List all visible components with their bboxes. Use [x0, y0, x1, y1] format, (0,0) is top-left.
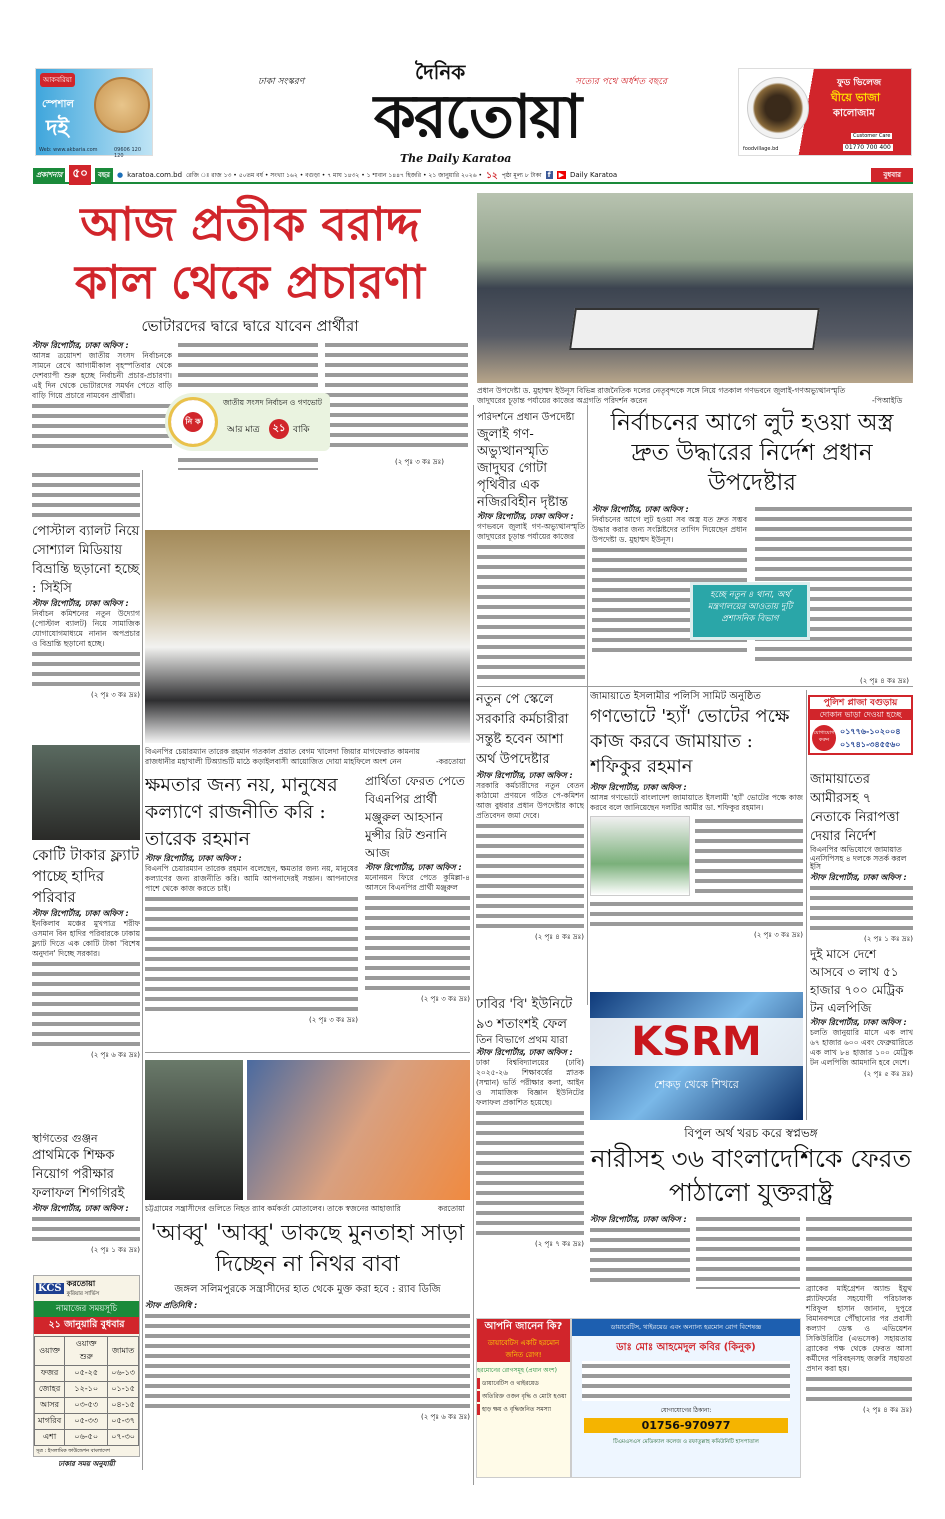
- deport-headline[interactable]: নারীসহ ৩৬ বাংলাদেশিকে ফেরত পাঠালো যুক্তরাষ্ট্র: [590, 1144, 912, 1207]
- ad-product-line2: দই: [46, 116, 70, 141]
- jamaat-headline[interactable]: গণভোটে 'হ্যাঁ' ভোটের পক্ষে কাজ করবে জামায়াত : শফিকুর রহমান: [590, 706, 790, 777]
- prayer-cell: ওয়াক্ত: [35, 1337, 65, 1366]
- prayer-cell: ০৬-১৩: [108, 1366, 139, 1382]
- jump[interactable]: (২ পৃঃ ৭ কঃ দ্রঃ): [535, 1239, 584, 1248]
- deport-col2: [696, 1214, 800, 1289]
- lead-text: সরকারি কর্মচারীদের নতুন বেতন কাঠামো প্রণয়নে গঠিত পে-কমিশন আজ বুধবার প্রধান উপদেষ্টার কাছে প্রতিবেদন জমা দেবে।: [476, 781, 584, 820]
- security-headline[interactable]: জামায়াতের আমীরসহ ৭ নেতাকে নিরাপত্তা দেয়ার নির্দেশ: [810, 772, 900, 844]
- security-subhead: বিএনপির অভিযোগে জামায়াত এনসিপিসহ ৪ দলকে সতর্ক করল ইসি: [810, 845, 907, 872]
- byline: স্টাফ রিপোর্টার, ঢাকা অফিস :: [476, 1047, 573, 1057]
- rab-subhead: জঙ্গল সলিমপুরকে সন্ত্রাসীদের হাত থেকে মুক্ত করা হবে : র‍্যাব ডিজি: [174, 1284, 441, 1295]
- lead-jump[interactable]: (২ পৃঃ ৩ কঃ দ্রঃ): [395, 458, 444, 466]
- deport-kicker: বিপুল অর্থ খরচ করে স্বপ্নভঙ্গ: [684, 1126, 818, 1140]
- social-handle[interactable]: Daily Karatoa: [570, 171, 618, 179]
- prayer-times-box: [33, 1275, 140, 1468]
- payscale-headline[interactable]: নতুন পে স্কেলে সরকারি কর্মচারীরা সন্তুষ্ট হবেন আশা অর্থ উপদেষ্টার: [476, 692, 569, 767]
- lead-text: মনোনয়ন ফিরে পেতে কুমিল্লা-৪ আসনে বিএনপির প্রার্থী মঞ্জুরুল: [365, 873, 470, 892]
- prayer-row: [35, 1382, 139, 1398]
- prayer-cell: ০৫-২৫: [65, 1366, 108, 1382]
- prayer-row: [35, 1430, 139, 1446]
- payscale-story: [476, 690, 584, 988]
- byline: স্টাফ রিপোর্টার, ঢাকা অফিস :: [590, 1215, 687, 1224]
- ad-fb-page: foodvillage.bd: [743, 146, 779, 152]
- prayer-cell: ১২-১০: [65, 1382, 108, 1398]
- election-countdown: [165, 393, 330, 451]
- munir-headline[interactable]: প্রার্থিতা ফেরত পেতে বিএনপির প্রার্থী মঞ্জুরুল আহসান মুন্সীর রিট শুনানি আজ: [365, 774, 465, 860]
- lead-headline-line2[interactable]: কাল থেকে প্রচারণা: [75, 255, 425, 309]
- ad-line1: ফুড ভিলেজ: [837, 78, 881, 88]
- kcs-logo: KCS: [38, 1283, 62, 1294]
- kicker: পরিদর্শনে প্রধান উপদেষ্টা: [477, 412, 575, 423]
- kalojam-image: [747, 77, 809, 139]
- countdown-pre: আর মাত্র: [227, 425, 260, 435]
- byline: স্টাফ রিপোর্টার, ঢাকা অফিস :: [32, 341, 129, 350]
- countdown-title: জাতীয় সংসদ নির্বাচন ও গণভোট: [223, 398, 323, 407]
- deport-col3: [806, 1214, 912, 1416]
- column-rule: [806, 690, 807, 1120]
- lead-body-col3: [325, 340, 468, 450]
- prayer-row: [35, 1366, 139, 1382]
- ad-line3: কালোজাম: [833, 108, 875, 119]
- prayer-cell: ০৫-৩৩: [65, 1414, 108, 1430]
- masthead-logo[interactable]: করতোয়া: [373, 82, 581, 152]
- arms-body-wrap: [592, 504, 912, 674]
- youtube-icon[interactable]: ▶: [558, 171, 565, 179]
- jamaat-kicker: জামায়াতে ইসলামীর পলিসি সামিট অনুষ্ঠিত: [590, 691, 761, 702]
- jamaat-body: [590, 782, 803, 941]
- jump[interactable]: (২ পৃঃ ১ কঃ দ্রঃ): [91, 1245, 140, 1254]
- ad-footer: টিএমএসএস মেডিক্যাল কলেজ ও রফাতুল্লাহ কমিউনিটি হাসপাতাল: [613, 1439, 759, 1445]
- kicker: স্থগিতের গুঞ্জন: [32, 1133, 98, 1145]
- byline: স্টাফ রিপোর্টার, ঢাকা অফিস :: [592, 505, 689, 514]
- jump[interactable]: (২ পৃঃ ৪ কঃ দ্রঃ): [535, 933, 584, 941]
- museum-photo-caption: প্রধান উপদেষ্টা ড. মুহাম্মদ ইউনূস বিভিন্ন রাজনৈতিক দলের নেতৃবৃন্দকে সঙ্গে নিয়ে গতকাল গণভবনে জুলাই-গণঅভ্যুত্থানস্মৃতি জাদুঘরের চূড়ান্ত পর্যায়ের কাজের অগ্রগতি পরিদর্শন করেন: [477, 386, 846, 405]
- police-plaza-ad[interactable]: [808, 695, 913, 755]
- arms-headline[interactable]: নির্বাচনের আগে লুট হওয়া অস্ত্র দ্রুত উদ্ধারের নির্দেশ প্রধান উপদেষ্টার: [610, 410, 894, 496]
- diabetes-ad[interactable]: [476, 1318, 571, 1478]
- ad-product-line1: স্পেশাল: [42, 99, 74, 110]
- edition-label: ঢাকা সংস্করণ: [258, 77, 305, 87]
- rab-officer-photo: [145, 1060, 243, 1200]
- jump[interactable]: (২ পৃঃ ৩ কঃ দ্রঃ): [309, 1016, 358, 1024]
- postal-story: [32, 522, 140, 740]
- prayer-cell: জোহর: [35, 1382, 65, 1398]
- prayer-cell: ০৩-৫৩: [65, 1398, 108, 1414]
- teacher-headline[interactable]: প্রাথমিকে শিক্ষক নিয়োগ পরীক্ষার ফলাফল শিগগিরই: [32, 1147, 125, 1201]
- arms-highlight-box: হচ্ছে নতুন ৪ থানা, অর্থ মন্ত্রণালয়ের আওতায় দুটি প্রশাসনিক বিভাগ: [690, 582, 810, 640]
- jump[interactable]: (২ পৃঃ ৬ কঃ দ্রঃ): [421, 1413, 470, 1421]
- teacher-story: [32, 1133, 140, 1271]
- byline: স্টাফ রিপোর্টার, ঢাকা অফিস :: [810, 1018, 907, 1027]
- ad-web: Web: www.akbaria.com: [39, 147, 98, 153]
- prayer-row: [35, 1414, 139, 1430]
- jamaat-story: [590, 690, 803, 988]
- ad-subtitle: ডায়াবেটিস একটি হরমোন জনিত রোগ!: [477, 1336, 570, 1362]
- rab-photo-caption: চট্টগ্রামের সন্ত্রাসীদের গুলিতে নিহত র‍্যাব কর্মকর্তা মোতালেব। তাকে স্বজনের আহাজারি: [145, 1204, 401, 1213]
- kcs-sub: কুরিয়ার সার্ভিস: [66, 1291, 100, 1297]
- prayer-note: ঢাকার সময় অনুযায়ী: [58, 1460, 115, 1468]
- byline: স্টাফ রিপোর্টার, ঢাকা অফিস :: [590, 783, 687, 792]
- lead-text: ব্র্যাকের মাইগ্রেশন অ্যান্ড ইয়ুথ প্ল্যাটফর্মের সহযোগী পরিচালক শরিফুল হাসান জানান, দুপুরে বিমানবন্দরে পৌঁছানোর পর প্রবাসী কল্যাণ ডেস্ক ও এভিয়েশন সিকিউরিটির (এভসেক) সহায়তায় ব্র্যাকের পক্ষ থেকে ফেরত আসা কর্মীদের পরিবহনসহ জরুরি সহায়তা প্রদান করা হয়।: [806, 1284, 912, 1373]
- prayer-cell: ০৪-১৫: [108, 1398, 139, 1414]
- page-count: ১২: [486, 170, 498, 181]
- prayer-cell: ০৭-৩০: [108, 1430, 139, 1446]
- masthead-english: The Daily Karatoa: [400, 152, 512, 165]
- right-ad[interactable]: [738, 68, 912, 156]
- jump[interactable]: (২ পৃঃ ৬ কঃ দ্রঃ): [91, 1051, 140, 1059]
- ad-line2: দোকান ভাড়া দেওয়া হচ্ছে: [810, 709, 911, 720]
- rab-body: [145, 1300, 470, 1423]
- ksrm-tagline: শেকড় থেকে শিখরে: [654, 1078, 739, 1091]
- arms-jump[interactable]: (২ পৃঃ ৪ কঃ দ্রঃ): [860, 677, 909, 685]
- lead-body-col1: [32, 340, 172, 468]
- arms-story: [592, 408, 912, 674]
- column-rule: [473, 405, 474, 1485]
- rab-headline[interactable]: 'আব্বু' 'আব্বু' ডাকছে মুনতাহা সাড়া দিচ্ছেন না নিথর বাবা: [150, 1221, 465, 1277]
- lead-text: আসন্ন ত্রয়োদশ জাতীয় সংসদ নির্বাচনকে সামনে রেখে আগামীকাল বৃহস্পতিবার থেকে দেশব্যাপী শুরু হচ্ছে নির্বাচনী প্রচার-প্রচারণা। এই দিন থেকে ভোটারদের সমর্থন পেতে বাড়ি বাড়ি গিয়ে প্রচারে নামবেন প্রার্থীরা।: [32, 351, 172, 400]
- hadi-portrait: [32, 745, 140, 840]
- row-rule: [145, 1052, 470, 1053]
- prayer-cell: মাগরিব: [35, 1414, 65, 1430]
- years-label: বছর: [95, 168, 113, 182]
- election-commission-logo: নি ক: [168, 397, 218, 447]
- countdown-days: ২১: [269, 419, 289, 439]
- museum-story: [477, 412, 585, 680]
- du-story: [476, 995, 584, 1307]
- jump[interactable]: (২ পৃঃ ৩ কঃ দ্রঃ): [421, 995, 470, 1003]
- byline: স্টাফ রিপোর্টার, ঢাকা অফিস :: [32, 599, 129, 608]
- byline: স্টাফ রিপোর্টার, ঢাকা অফিস :: [810, 872, 907, 882]
- tarique-headline[interactable]: ক্ষমতার জন্য নয়, মানুষের কল্যাণে রাজনীতি করি : তারেক রহমান: [145, 774, 338, 850]
- lead-body-col2: [178, 340, 318, 390]
- info-bar: [33, 168, 913, 184]
- ksrm-ad[interactable]: [590, 992, 803, 1120]
- since-label: প্রকাশনার: [33, 168, 65, 182]
- byline: স্টাফ রিপোর্টার, ঢাকা অফিস :: [145, 854, 242, 863]
- doctor-ad[interactable]: [571, 1318, 801, 1478]
- du-headline[interactable]: ঢাবির 'বি' ইউনিটে ৯৩ শতাংশই ফেল: [476, 997, 573, 1032]
- ad-care-label: Customer Care: [853, 133, 891, 139]
- hadi-headline[interactable]: কোটি টাকার ফ্ল্যাট পাচ্ছে হাদির পরিবার: [32, 846, 140, 906]
- masthead-top: দৈনিক: [415, 60, 466, 84]
- ad-list-item: অতিরিক্ত ওজন বৃদ্ধি ও মোটা হওয়া: [477, 1391, 570, 1402]
- prayer-cell: আসর: [35, 1398, 65, 1414]
- contact-label: যোগাযোগের ঠিকানা:: [660, 1407, 712, 1414]
- ad-brand: আকবরিয়া: [40, 73, 75, 87]
- prayer-table: [34, 1336, 139, 1446]
- ad-title: আপনি জানেন কি?: [477, 1319, 570, 1336]
- ad-phone2: ০১৭৪১-৩৪৫৫৬০: [840, 740, 901, 749]
- jump[interactable]: (২ পৃঃ ৪ কঃ দ্রঃ): [863, 1406, 912, 1414]
- ad-line1: পুলিশ প্লাজা বগুড়ায়: [823, 698, 898, 708]
- lead-text: গণভবনে জুলাই গণ-অভ্যুত্থানস্মৃতি জাদুঘরের চূড়ান্ত পর্যায়ের কাজের: [477, 521, 585, 541]
- issue-details: রেজি ঃ রাজ ১৩ • ৫০তম বর্ষ • সংখ্যা ১৬২ • বগুড়া • ৭ মাঘ ১৪৩২ • ১ শাবান ১৪৪৭ হিজরি • ২১ জানুয়ারি ২০২৬ •: [186, 171, 483, 179]
- jump[interactable]: (২ পৃঃ ৩ কঃ দ্রঃ): [754, 931, 803, 939]
- weekday-badge: বুধবার: [871, 168, 913, 182]
- jump[interactable]: (২ পৃঃ ১ কঃ দ্রঃ): [864, 934, 913, 942]
- lead-headline-line1[interactable]: আজ প্রতীক বরাদ্দ: [80, 197, 420, 251]
- ad-care-phone: 01770 700 400: [845, 144, 891, 151]
- ad-list-title: হরমোনের রোগসমূহ (প্রধান অংশ): [477, 1367, 557, 1374]
- tarique-story: [145, 772, 358, 1044]
- du-subhead: তিন বিভাগে প্রথম যারা: [476, 1035, 568, 1046]
- slogan: সত্যের পথে অর্ধশত বছরে: [575, 77, 667, 87]
- prayer-cell: জামাত: [108, 1337, 139, 1366]
- museum-headline[interactable]: জুলাই গণ-অভ্যুত্থানস্মৃতি জাদুঘর গোটা পৃথিবীর এক নজিরবিহীন দৃষ্টান্ত: [477, 426, 569, 510]
- website-link[interactable]: karatoa.com.bd: [127, 171, 183, 179]
- column-rule: [142, 470, 143, 1470]
- ad-phone1: ০১৭৭৬-১০২০০৪: [840, 727, 901, 736]
- byline: স্টাফ রিপোর্টার, ঢাকা অফিস :: [477, 511, 574, 521]
- lead-text: ঢাকা বিশ্ববিদ্যালয়ের (ঢাবি) ২০২৫-২৬ শিক্ষাবর্ষের স্নাতক (সম্মান) ভর্তি পরীক্ষার কলা, আইন ও সামাজিক বিজ্ঞান ইউনিটের ফলাফল প্রকাশিত হয়েছে।: [476, 1057, 584, 1107]
- prayer-cell: ওয়াক্ত শুরু: [65, 1337, 108, 1366]
- prayer-source: সূত্র : ইসলামিক ফাউন্ডেশন বাংলাদেশ: [36, 1448, 110, 1454]
- rab-story: [145, 1218, 470, 1458]
- doctor-name: ডাঃ মোঃ আহমেদুল কবির (কিনুক): [616, 1342, 756, 1353]
- lpg-story: [810, 945, 913, 1125]
- photo-credit: -করতোয়া: [436, 757, 466, 766]
- prayer-header-row: [35, 1337, 139, 1366]
- lead-body-col2b: [178, 455, 318, 470]
- ad-phone: 09606 120 120: [114, 147, 142, 159]
- byline: স্টাফ রিপোর্টার, ঢাকা অফিস :: [476, 771, 573, 780]
- mourning-photo: [247, 1060, 470, 1200]
- photo-credit: -পিআইডি: [872, 396, 903, 405]
- jump[interactable]: (২ পৃঃ ৫ কঃ দ্রঃ): [864, 1070, 913, 1078]
- prayer-row: [35, 1398, 139, 1414]
- munir-story: [365, 772, 470, 1044]
- memorial-plaque: [569, 308, 820, 350]
- ad-banner: ডায়াবেটিস, থাইরয়েড এবং অন্যান্য হরমোন রোগ বিশেষজ্ঞ: [572, 1319, 800, 1336]
- byline: স্টাফ রিপোর্টার, ঢাকা অফিস :: [365, 863, 462, 872]
- bnp-photo-caption: বিএনপির চেয়ারম্যান তারেক রহমান গতকাল প্রয়াত বেগম খালেদা জিয়ার মাগফেরাত কামনায় রাজধানীর মহাখালী টিঅ্যান্ডটি মাঠে কড়াইলবাসী আয়োজিত দোয়া মাহফিলে অংশ নেন: [145, 747, 420, 766]
- postal-headline[interactable]: পোস্টাল ব্যালট নিয়ে সোশ্যাল মিডিয়ায় বিভ্রান্তি ছড়ানো হচ্ছে : সিইসি: [32, 524, 140, 596]
- globe-icon: ●: [116, 171, 124, 179]
- facebook-icon[interactable]: f: [547, 171, 551, 179]
- ad-list-item: হাড় ক্ষয় ও বৃদ্ধিজনিত সমস্যা: [477, 1404, 570, 1415]
- hadi-story: [32, 845, 140, 1130]
- kcs-brand: করতোয়া: [66, 1279, 96, 1288]
- lead-text: বিএনপি চেয়ারম্যান তারেক রহমান বলেছেন, ক্ষমতার জন্য নয়, মানুষের কল্যাণের জন্য রাজনীতি করি। আমি আপনাদেরই সন্তান। আপনাদের পাশে থেকে কাজ করতে চাই।: [145, 864, 358, 893]
- security-story: [810, 770, 913, 942]
- lead-continuation: [32, 470, 140, 518]
- byline: স্টাফ প্রতিনিধি :: [145, 1301, 198, 1310]
- byline: স্টাফ রিপোর্টার, ঢাকা অফিস :: [32, 909, 129, 918]
- lead-text: নির্বাচনের আগে লুট হওয়া সব অস্ত্র যত দ্রুত সম্ভব উদ্ধার করার জন্য সংশ্লিষ্টদের তাগিদ দিয়েছেন প্রধান উপদেষ্টা ড. মুহাম্মদ ইউনূস।: [592, 515, 747, 544]
- row-rule: [477, 686, 913, 687]
- lpg-headline[interactable]: দুই মাসে দেশে আসবে ৩ লাখ ৫১ হাজার ৭০০ মেট্রিক টন এলপিজি: [810, 947, 904, 1015]
- prayer-cell: ০৫-৩৭: [108, 1414, 139, 1430]
- ad-line2: ঘীয়ে ভাজা: [831, 91, 881, 104]
- ksrm-logo: KSRM: [590, 1018, 803, 1066]
- price: পৃষ্ঠা মূল্য ৮ টাকা: [501, 171, 542, 179]
- doctor-phone: 01756-970977: [584, 1418, 788, 1433]
- bnp-event-photo[interactable]: [145, 530, 470, 743]
- doi-pot-image: [94, 77, 150, 133]
- lead-text: নির্বাচন কমিশনের নতুন উদ্যোগ (পোস্টাল ব্যালট) নিয়ে সামাজিক যোগাযোগমাধ্যমে নানান অপপ্রচার ও বিভ্রান্তি ছড়ানো হচ্ছে।: [32, 609, 140, 648]
- column-rule: [587, 405, 588, 1005]
- prayer-date: ২১ জানুয়ারি বুধবার: [34, 1317, 139, 1334]
- shafiqur-photo: [590, 816, 690, 896]
- prayer-cell: ফজর: [35, 1366, 65, 1382]
- left-ad[interactable]: [35, 68, 153, 159]
- lead-text: আসন্ন গণভোটে বাংলাদেশ জামায়াতে ইসলামী 'হ্যাঁ' ভোটের পক্ষে কাজ করবে বলে জানিয়েছেন দলটির আমীর ডা. শফিকুর রহমান।: [590, 793, 803, 812]
- photo-credit: করতোয়া: [438, 1204, 465, 1213]
- ad-badge: যোগাযোগ করুন: [812, 725, 836, 751]
- years-badge: ৫০: [69, 165, 91, 185]
- lead-text: ইনকিলাব মঞ্চের মুখপাত্র শরীফ ওসমান বিন হাদির পরিবারকে ঢাকায় ফ্ল্যাট দিতে এক কোটি টাকা 'বিশেষ অনুদান' দিচ্ছে সরকার।: [32, 919, 140, 958]
- prayer-cell: ০১-১৫: [108, 1382, 139, 1398]
- prayer-cell: ০৬-৫০: [65, 1430, 108, 1446]
- ad-list-item: ডায়াবেটিস ও থাইরয়েড: [477, 1378, 570, 1389]
- prayer-cell: এশা: [35, 1430, 65, 1446]
- jump[interactable]: (২ পৃঃ ৩ কঃ দ্রঃ): [91, 691, 140, 699]
- lead-text: চলতি জানুয়ারি মাসে এক লাখ ৬৭ হাজার ৬০০ এবং ফেব্রুয়ারিতে এক লাখ ৮৪ হাজার ১০০ মেট্রিক টন এলপিজি আমদানি হবে দেশে।: [810, 1028, 913, 1067]
- countdown-post: বাকি: [293, 425, 310, 435]
- byline: স্টাফ রিপোর্টার, ঢাকা অফিস :: [32, 1203, 129, 1213]
- prayer-title: নামাজের সময়সূচি: [34, 1301, 139, 1317]
- lead-subhead: ভোটারদের দ্বারে দ্বারে যাবেন প্রার্থীরা: [141, 317, 359, 335]
- museum-visit-photo[interactable]: [477, 193, 913, 383]
